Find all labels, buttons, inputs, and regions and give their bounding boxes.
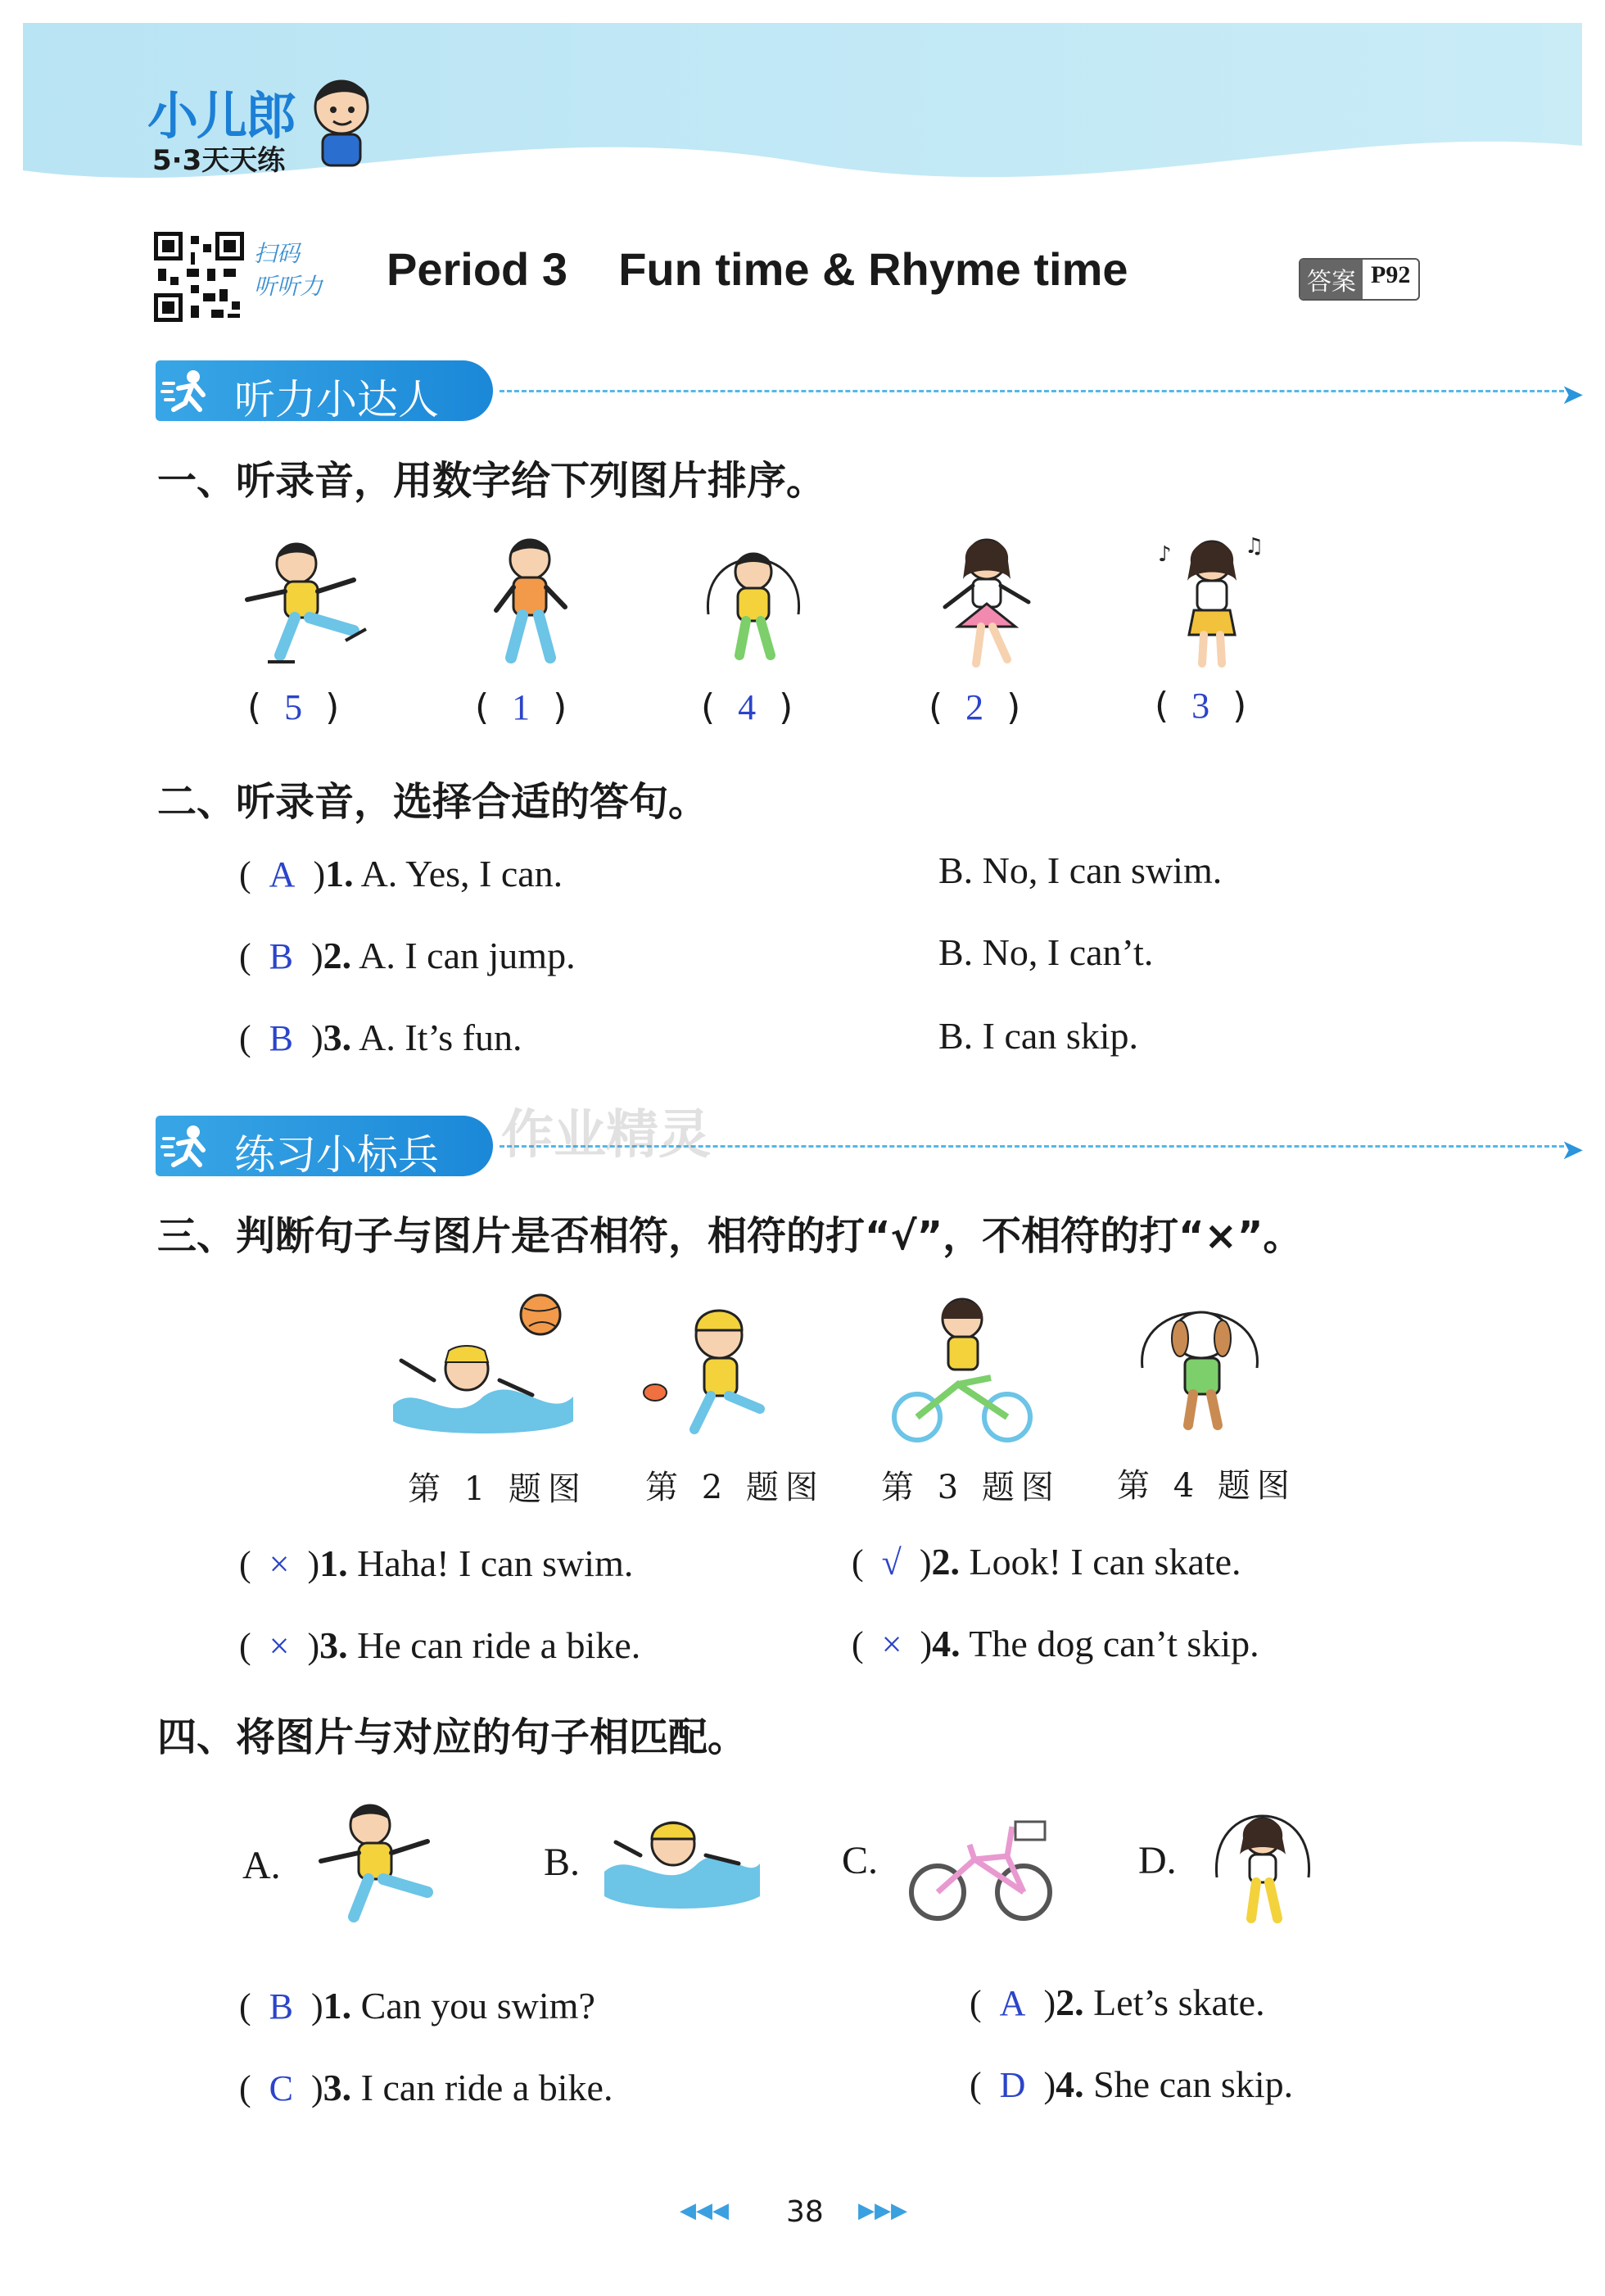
q4-item-4-number: 4. [1056, 2063, 1084, 2105]
q4-picture-d-skipping-girl [1205, 1787, 1320, 1935]
q2-answer-3[interactable]: ( B ) [239, 1018, 323, 1058]
q2-item-1-option-a: A. Yes, I can. [360, 853, 563, 894]
q1-picture-skipping-boy [692, 524, 815, 672]
q1-answer-2-value: 1 [512, 687, 531, 727]
q4-answer-1-value: B [269, 1986, 294, 2027]
q4-label-b: B. [544, 1841, 581, 1884]
answer-key-page: P92 [1371, 261, 1411, 288]
q1-picture-skating-boy [231, 532, 378, 672]
q2-item-1 [239, 852, 563, 895]
q3-answer-3-value: × [269, 1626, 290, 1666]
q2-item-3-option-a: A. It’s fun. [359, 1017, 522, 1058]
q2-item-2-option-b: B. No, I can’t. [938, 931, 1154, 973]
q1-answer-1-value: 5 [284, 687, 303, 727]
q3-item-4-text: The dog can’t skip. [969, 1623, 1259, 1664]
q1-picture-walking-boy [468, 528, 591, 672]
q4-picture-a-skating [305, 1794, 452, 1933]
q2-item-3-option-b: B. I can skip. [938, 1015, 1139, 1057]
q2-answer-1-value: A [269, 854, 296, 894]
q4-item-1-number: 1. [323, 1985, 352, 2027]
q1-picture-dancing-girl [925, 528, 1048, 676]
q3-item-1-text: Haha! I can swim. [357, 1542, 634, 1584]
svg-text:♫: ♫ [1245, 534, 1264, 559]
q3-caption-3: 第 3 题图 [881, 1469, 1060, 1506]
banner-dashed-line [500, 390, 1564, 392]
brand-logo: 小儿郎 [147, 86, 296, 146]
q4-heading: 四、将图片与对应的句子相匹配。 [157, 1714, 748, 1760]
q3-item-3-text: He can ride a bike. [357, 1624, 641, 1666]
q3-picture-1-swimming [385, 1290, 581, 1446]
q4-item-1-text: Can you swim? [360, 1985, 595, 2027]
scan-hint-line-1: 扫码 [254, 240, 301, 267]
q1-heading: 一、听录音，用数字给下列图片排序。 [157, 458, 826, 504]
q4-answer-4-value: D [999, 2065, 1026, 2105]
q3-item-3 [239, 1624, 640, 1667]
mascot-boy-icon [305, 70, 378, 169]
q4-item-4-text: She can skip. [1093, 2063, 1294, 2105]
q1-answer-4-value: 2 [965, 687, 984, 727]
q1-answer-1[interactable]: ( 5 ) [247, 686, 340, 728]
q2-heading: 二、听录音，选择合适的答句。 [157, 779, 708, 825]
q3-picture-3-riding-bike [876, 1286, 1048, 1446]
q4-answer-3[interactable]: ( C ) [239, 2068, 323, 2108]
q4-label-d: D. [1138, 1839, 1177, 1882]
q3-caption-4: 第 4 题图 [1117, 1467, 1296, 1505]
q4-label-c: C. [842, 1839, 879, 1882]
q2-item-2-option-a: A. I can jump. [359, 935, 576, 976]
q4-item-3-number: 3. [323, 2067, 352, 2108]
q3-answer-4[interactable]: ( × ) [852, 1624, 933, 1664]
q2-item-2 [239, 934, 576, 977]
q1-answer-2[interactable]: ( 1 ) [475, 686, 567, 728]
q3-answer-1[interactable]: ( × ) [239, 1544, 320, 1584]
brand-series: 5·3天天练 [152, 144, 286, 177]
q2-item-1-number: 1. [325, 853, 354, 894]
svg-text:♪: ♪ [1158, 542, 1172, 567]
banner-title: 听力小达人 [234, 376, 439, 423]
page-title: Period 3 Fun time & Rhyme time [387, 243, 1128, 295]
q3-item-4 [852, 1622, 1259, 1665]
q1-picture-singing-girl [1155, 528, 1269, 676]
q3-item-1-number: 1. [319, 1542, 348, 1584]
q4-picture-b-swimming [599, 1806, 763, 1913]
q3-caption-1: 第 1 题图 [408, 1470, 587, 1508]
q2-item-3 [239, 1016, 522, 1059]
next-page-icon[interactable]: ▶▶▶ [858, 2199, 907, 2223]
section-banner-practice [156, 1116, 1585, 1179]
answer-key-label: 答案 [1300, 260, 1363, 299]
page-number: 38 [786, 2195, 824, 2229]
q3-item-1 [239, 1542, 633, 1585]
q1-answer-3[interactable]: ( 4 ) [701, 686, 793, 728]
q2-answer-3-value: B [269, 1018, 294, 1058]
q4-answer-4[interactable]: ( D ) [970, 2065, 1056, 2105]
arrow-right-icon: ➤ [1561, 378, 1585, 411]
q2-item-3-number: 3. [323, 1017, 352, 1058]
prev-page-icon[interactable]: ◀◀◀ [680, 2199, 729, 2223]
q4-answer-3-value: C [269, 2068, 294, 2108]
banner-title: 练习小标兵 [234, 1131, 439, 1179]
q3-answer-4-value: × [881, 1624, 902, 1664]
q4-item-3-text: I can ride a bike. [360, 2067, 613, 2108]
q2-item-1-option-b: B. No, I can swim. [938, 849, 1223, 891]
q3-answer-2[interactable]: ( √ ) [852, 1542, 932, 1583]
q1-answer-4[interactable]: ( 2 ) [929, 686, 1021, 728]
arrow-right-icon: ➤ [1561, 1134, 1585, 1166]
q3-item-4-number: 4. [932, 1623, 961, 1664]
q1-answer-5-value: 3 [1191, 686, 1210, 726]
q3-answer-1-value: × [269, 1544, 290, 1584]
scan-hint-line-2: 听听力 [254, 273, 323, 300]
q3-answer-2-value: √ [881, 1542, 902, 1583]
q3-item-3-number: 3. [319, 1624, 348, 1666]
q3-item-2-number: 2. [931, 1541, 960, 1583]
q4-answer-1[interactable]: ( B ) [239, 1986, 323, 2027]
q4-item-3 [239, 2066, 613, 2109]
section-banner-listening [156, 360, 1585, 423]
q4-item-2-number: 2. [1056, 1981, 1084, 2023]
q4-item-2-text: Let’s skate. [1093, 1981, 1265, 2023]
q4-picture-c-bike [901, 1810, 1056, 1925]
qr-code-icon[interactable] [154, 232, 244, 322]
q2-answer-2-value: B [269, 936, 294, 976]
q3-caption-2: 第 2 题图 [645, 1469, 825, 1506]
running-figure-icon [160, 367, 218, 414]
q4-item-4 [970, 2063, 1293, 2106]
q2-answer-1[interactable]: ( A ) [239, 854, 326, 894]
q1-answer-3-value: 4 [738, 687, 757, 727]
answer-key-reference [1299, 258, 1420, 301]
q3-picture-4-dog-skipping [1126, 1286, 1273, 1446]
q3-picture-2-skating [637, 1286, 801, 1446]
watermark: 作业精灵 [501, 1105, 711, 1166]
q4-label-a: A. [242, 1844, 281, 1887]
q3-answer-3[interactable]: ( × ) [239, 1626, 320, 1666]
q4-item-2 [970, 1981, 1265, 2024]
q4-item-1 [239, 1984, 595, 2027]
q3-item-2 [852, 1540, 1241, 1583]
q1-answer-5[interactable]: ( 3 ) [1155, 685, 1247, 727]
q4-answer-2[interactable]: ( A ) [970, 1983, 1056, 2023]
running-figure-icon [160, 1122, 218, 1170]
q2-item-2-number: 2. [323, 935, 352, 976]
q3-item-2-text: Look! I can skate. [969, 1541, 1241, 1583]
scan-hint [254, 238, 323, 303]
q2-answer-2[interactable]: ( B ) [239, 936, 323, 976]
q4-answer-2-value: A [999, 1983, 1026, 2023]
q3-heading: 三、判断句子与图片是否相符，相符的打“√”，不相符的打“×”。 [157, 1213, 1303, 1259]
